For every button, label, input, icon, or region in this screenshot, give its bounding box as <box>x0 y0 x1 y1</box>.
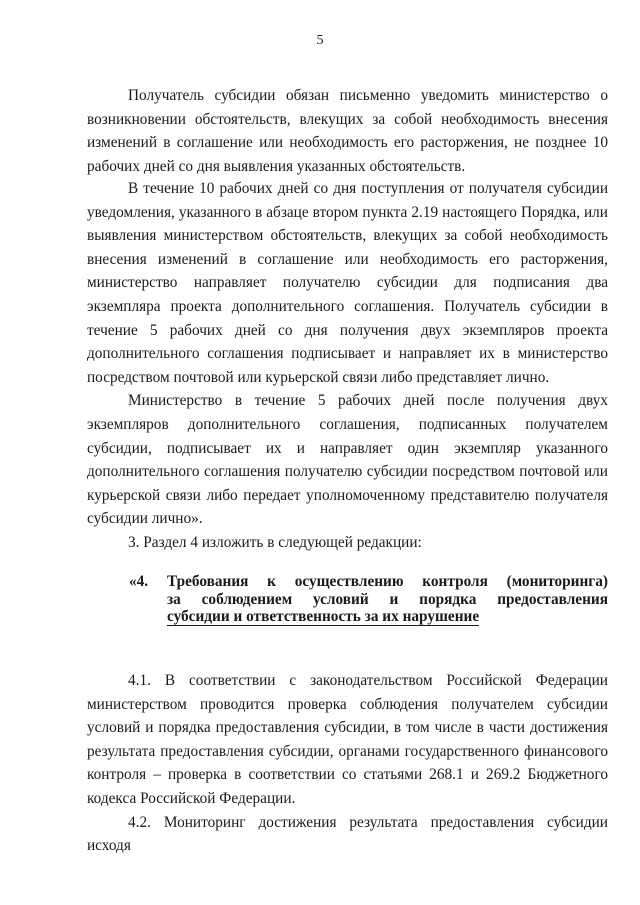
section-heading-line-1: Требования к осуществлению контроля (мониторинга) <box>167 573 608 590</box>
paragraph-4-1: 4.1. В соответствии с законодательством Российской Федерации министерством проводится проверка соблюдения получателем субсидии условий и порядка предоставления субсидии, в том числе в части достижения результата предоставления субсидии, органами государственного финансового контроля – проверка в соответствии со статьями 268.1 и 269.2 Бюджетного кодекса Российской Федерации. <box>87 672 608 807</box>
section-heading <box>129 573 608 626</box>
paragraph-ministry-signing: Министерство в течение 5 рабочих дней после получения двух экземпляров дополнительного соглашения, подписанных получателем субсидии, подписывает их и направляет один экземпляр указанного дополнительного соглашения получателю субсидии посредством почтовой или курьерской связи либо передает уполномоченному представителю получателя субсидии лично». <box>87 392 608 528</box>
section-heading-line-3 <box>167 608 608 626</box>
paragraph-group-middle <box>87 177 608 555</box>
paragraph-ministry-procedure: В течение 10 рабочих дней со дня поступления от получателя субсидии уведомления, указанного в абзаце втором пункта 2.19 настоящего Порядка, или выявления министерством обстоятельств, влекущих за собой необходимость внесения изменений в соглашение или необходимость его расторжения, министерство направляет получателю субсидии для подписания два экземпляра проекта дополнительного соглашения. Получатель субсидии в течение 5 рабочих дней со дня получения двух экземпляров проекта дополнительного соглашения подписывает и направляет их в министерство посредством почтовой или курьерской связи либо представляет лично. <box>87 180 608 386</box>
paragraph-group-bottom <box>87 669 608 858</box>
section-heading-line-3-text: субсидии и ответственность за их нарушение <box>167 608 480 626</box>
paragraph-notice-obligation: Получатель субсидии обязан письменно уведомить министерство о возникновении обстоятельств, влекущих за собой необходимость внесения изменений в соглашение или необходимость его расторжения, не позднее 10 рабочих дней со дня выявления указанных обстоятельств. <box>87 87 608 175</box>
section-heading-line-2: за соблюдением условий и порядка предоставления <box>167 590 608 608</box>
paragraph-4-2: 4.2. Мониторинг достижения результата предоставления субсидии исходя <box>87 813 608 855</box>
paragraph-section-amendment: 3. Раздел 4 изложить в следующей редакции: <box>128 533 422 551</box>
section-heading-number: «4. <box>129 573 149 590</box>
page-number: 5 <box>316 33 324 48</box>
paragraph-group-top <box>87 84 608 178</box>
